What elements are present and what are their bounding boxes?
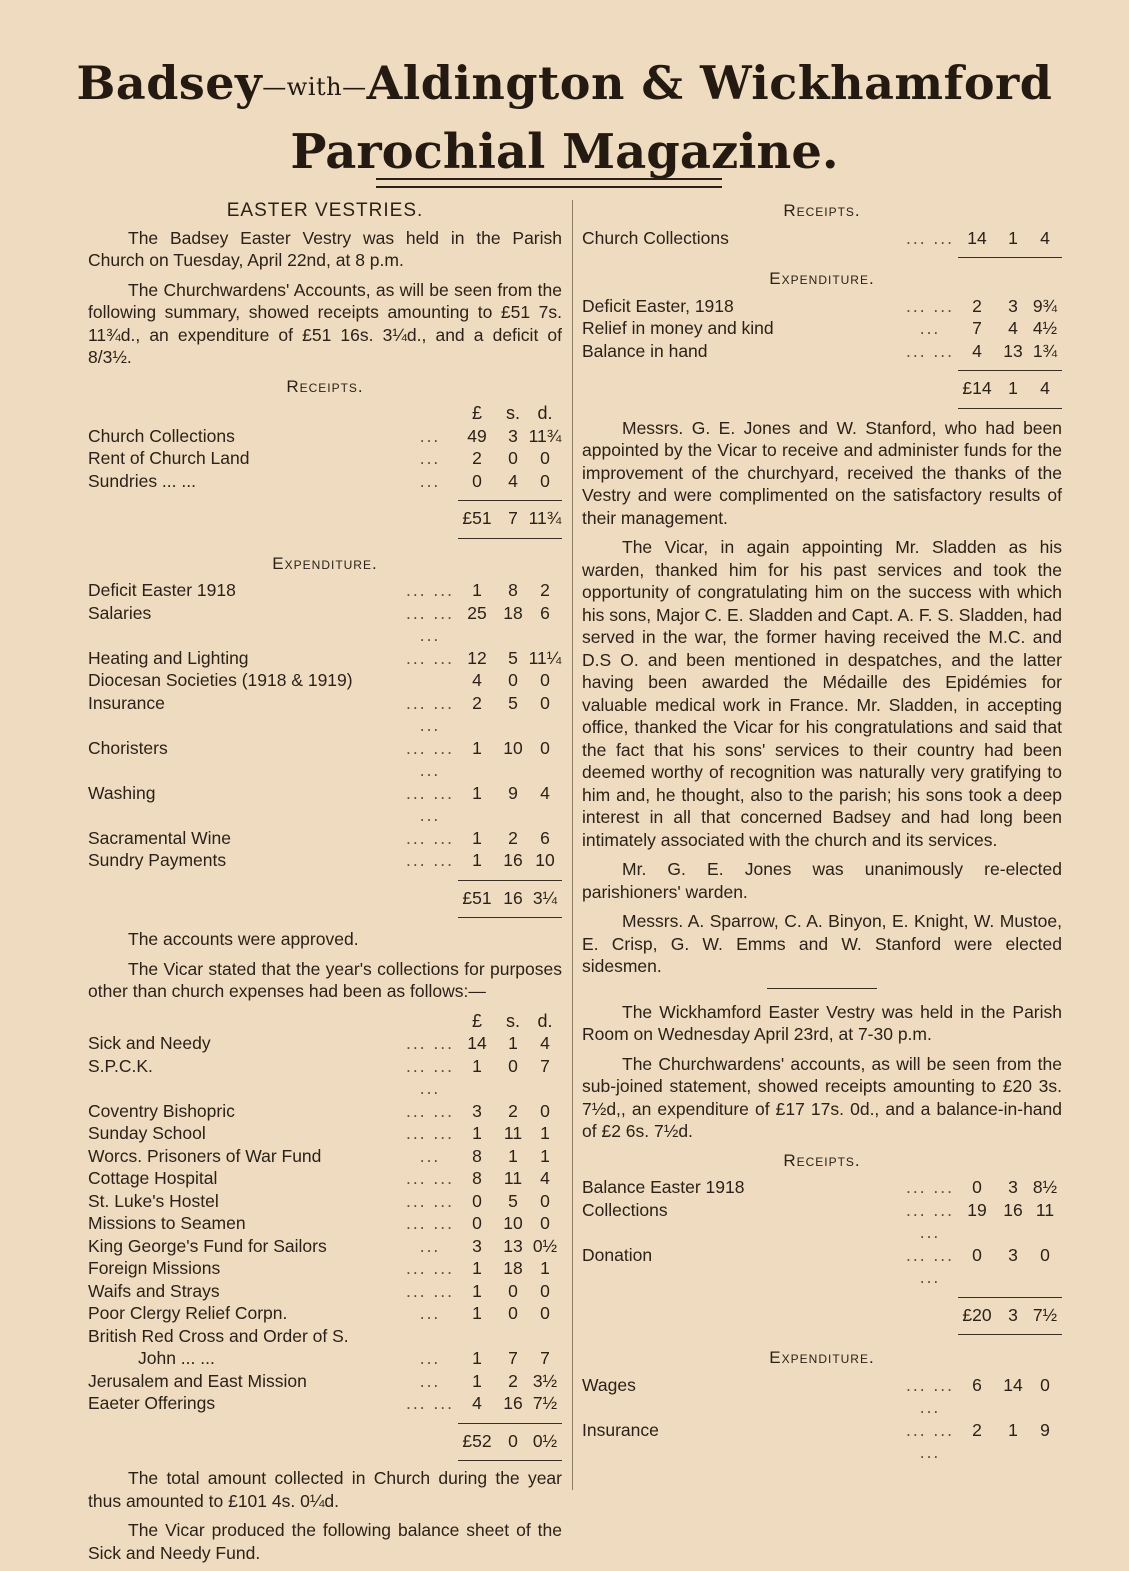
pounds-value: 14 bbox=[467, 1033, 487, 1053]
row-label: Sundries ... ... bbox=[88, 470, 196, 491]
total-row bbox=[582, 377, 1062, 400]
row-label: Eaeter Offerings bbox=[88, 1393, 216, 1413]
shillings-value: 11 bbox=[503, 1168, 523, 1188]
total-pounds: £20 bbox=[962, 1304, 992, 1325]
leader-dots: ... ... bbox=[905, 227, 955, 248]
receipts-table bbox=[88, 425, 562, 493]
leader-dots: ... ... bbox=[405, 1168, 455, 1188]
sum-rule bbox=[458, 1460, 562, 1461]
pounds-value: 1 bbox=[472, 1123, 482, 1143]
sum-rule bbox=[958, 1297, 1062, 1298]
column-headers bbox=[88, 1010, 562, 1033]
row-label: Church Collections bbox=[582, 227, 729, 248]
sick-needy-receipts-table bbox=[582, 227, 1062, 250]
total-row bbox=[582, 1304, 1062, 1327]
table-row bbox=[88, 470, 562, 493]
row-label: Balance in hand bbox=[582, 340, 708, 361]
pence-value: 0 bbox=[540, 1280, 550, 1301]
shillings-value: 3 bbox=[1008, 295, 1018, 316]
table-row bbox=[88, 1302, 562, 1325]
sum-rule bbox=[958, 370, 1062, 371]
leader-dots: ... ... bbox=[905, 1177, 955, 1197]
pence-header: d. bbox=[537, 403, 553, 423]
section-heading: Expenditure. bbox=[272, 553, 378, 573]
article-title: EASTER VESTRIES. bbox=[226, 200, 424, 221]
shillings-value: 3 bbox=[1008, 1177, 1018, 1197]
pounds-value: 19 bbox=[967, 1199, 987, 1220]
table-row bbox=[88, 782, 562, 827]
table-row bbox=[88, 1235, 562, 1258]
leader-dots: ... ... bbox=[405, 1123, 455, 1143]
collections-table-tail bbox=[88, 1347, 562, 1415]
pence-value: 0½ bbox=[532, 1235, 558, 1256]
shillings-value: 2 bbox=[508, 827, 518, 848]
pence-header: d. bbox=[537, 1010, 553, 1031]
pence-value: 1 bbox=[540, 1123, 550, 1143]
leader-dots: ... bbox=[419, 425, 441, 446]
leader-dots: ... bbox=[419, 1235, 441, 1256]
table-row bbox=[88, 1370, 562, 1393]
pence-value: 0 bbox=[1040, 1374, 1050, 1395]
pence-value: 1 bbox=[540, 1145, 550, 1166]
pounds-header: £ bbox=[471, 403, 482, 423]
shillings-value: 7 bbox=[508, 1348, 518, 1368]
pence-value: 11¼ bbox=[528, 647, 562, 668]
total-shillings: 7 bbox=[508, 508, 518, 528]
table-row bbox=[88, 1167, 562, 1190]
shillings-value: 0 bbox=[508, 448, 518, 468]
leader-dots: ... ... bbox=[405, 1190, 455, 1211]
leader-dots: ... ... ... bbox=[405, 692, 455, 735]
total-pence: 4 bbox=[1040, 378, 1050, 398]
shillings-value: 4 bbox=[1008, 318, 1018, 338]
pence-value: 11 bbox=[1035, 1199, 1055, 1220]
sum-rule bbox=[958, 408, 1062, 409]
shillings-value: 18 bbox=[503, 1258, 523, 1278]
shillings-value: 2 bbox=[508, 1100, 518, 1121]
section-heading: Receipts. bbox=[783, 1150, 861, 1170]
table-row bbox=[88, 1212, 562, 1235]
leader-dots: ... bbox=[419, 1370, 441, 1391]
pounds-value: 2 bbox=[972, 1419, 982, 1440]
row-label: Church Collections bbox=[88, 425, 235, 446]
table-row bbox=[88, 737, 562, 782]
leader-dots: ... ... bbox=[405, 850, 455, 870]
row-label: Deficit Easter 1918 bbox=[88, 580, 236, 600]
table-row bbox=[88, 1032, 562, 1055]
row-label: Wages bbox=[582, 1374, 636, 1395]
total-shillings: 3 bbox=[1008, 1304, 1018, 1325]
shillings-value: 3 bbox=[1008, 1244, 1018, 1265]
pounds-value: 4 bbox=[972, 340, 982, 361]
paragraph: The Badsey Easter Vestry was held in the Parish Church on Tuesday, April 22nd, at 8 p.m. bbox=[88, 227, 562, 270]
table-row bbox=[88, 1122, 562, 1145]
shillings-value: 16 bbox=[1003, 1199, 1023, 1220]
pounds-value: 1 bbox=[472, 1280, 482, 1301]
row-label: Sick and Needy bbox=[88, 1033, 211, 1053]
total-pence: 0½ bbox=[532, 1430, 558, 1451]
pence-value: 9 bbox=[1040, 1419, 1050, 1440]
wickhamford-receipts-table bbox=[582, 1176, 1062, 1289]
paragraph: Mr. G. E. Jones was unanimously re-elected parishioners' warden. bbox=[582, 859, 1062, 902]
row-label: Coventry Bishopric bbox=[88, 1100, 235, 1121]
leader-dots: ... ... bbox=[905, 295, 955, 316]
pounds-value: 3 bbox=[472, 1235, 482, 1256]
total-shillings: 0 bbox=[508, 1430, 518, 1451]
table-row bbox=[582, 227, 1062, 250]
table-row bbox=[88, 579, 562, 602]
pence-value: 4 bbox=[1040, 227, 1050, 248]
pounds-value: 25 bbox=[467, 602, 487, 623]
pence-value: 4 bbox=[540, 1033, 550, 1053]
pence-value: 4 bbox=[540, 1168, 550, 1188]
shillings-value: 5 bbox=[508, 692, 518, 713]
pounds-value: 1 bbox=[472, 1348, 482, 1368]
paragraph: The Vicar stated that the year's collections for purposes other than church expenses had been as follows:— bbox=[88, 958, 562, 1001]
paragraph: The Vicar, in again appointing Mr. Sladden as his warden, thanked him for his past services and took the opportunity of congratulating him on the success with which his sons, Major C. E. Sladden and Capt. A. F. S. Sladden, had served in the war, the former having received the M.C. and D.S O. and been mentioned in despatches, and the latter having been awarded the Médaille des Epidémies for valuable medical work in France. Mr. Sladden, in accepting office, thanked the Vicar for his congratulations and said that the fact that his sons' services to their country had been deemed worthy of recognition was naturally very gratifying to him and, he thought, also to the parish; his sons took a deep interest in all that concerned Badsey and had long been intimately associated with the church and its services. bbox=[582, 537, 1062, 850]
leader-dots: ... ... bbox=[405, 1280, 455, 1301]
row-label: St. Luke's Hostel bbox=[88, 1190, 219, 1211]
pounds-value: 4 bbox=[472, 1393, 482, 1413]
shillings-value: 1 bbox=[1008, 1419, 1018, 1440]
shillings-value: 9 bbox=[508, 782, 518, 803]
leader-dots: ... ... bbox=[905, 340, 955, 361]
pence-value: 6 bbox=[540, 602, 550, 623]
table-row bbox=[88, 1325, 562, 1348]
pence-value: 7½ bbox=[532, 1393, 558, 1413]
paragraph: The Churchwardens' Accounts, as will be seen from the following summary, showed receipts amounting to £51 7s. 11¾d., an expenditure of £51 16s. 3¼d., and a deficit of 8/3½. bbox=[88, 279, 562, 367]
row-label: Insurance bbox=[88, 692, 165, 713]
pounds-value: 3 bbox=[472, 1100, 482, 1121]
shillings-header: s. bbox=[505, 1010, 520, 1031]
sum-rule bbox=[458, 880, 562, 881]
table-row bbox=[88, 849, 562, 872]
row-label: Salaries bbox=[88, 602, 152, 623]
sum-rule bbox=[458, 1423, 562, 1424]
paragraph: The total amount collected in Church during the year thus amounted to £101 4s. 0¼d. bbox=[88, 1468, 562, 1511]
row-label: Deficit Easter, 1918 bbox=[582, 295, 734, 316]
row-label: Cottage Hospital bbox=[88, 1168, 218, 1188]
pence-value: 0 bbox=[540, 470, 550, 491]
total-pounds: £52 bbox=[462, 1430, 492, 1451]
row-label: Worcs. Prisoners of War Fund bbox=[88, 1145, 322, 1166]
leader-dots: ... bbox=[419, 1145, 441, 1166]
total-pence: 3¼ bbox=[532, 887, 558, 908]
pounds-value: 1 bbox=[472, 782, 482, 803]
total-row bbox=[88, 887, 562, 910]
right-column bbox=[582, 200, 1062, 1464]
pence-value: 0 bbox=[540, 670, 550, 690]
row-label: Donation bbox=[582, 1244, 653, 1265]
pounds-value: 14 bbox=[967, 227, 987, 248]
leader-dots: ... ... bbox=[405, 647, 455, 668]
section-rule bbox=[767, 988, 877, 989]
section-heading: Expenditure. bbox=[769, 269, 875, 288]
pence-value: 0 bbox=[540, 737, 550, 758]
table-row bbox=[88, 1100, 562, 1123]
table-row bbox=[88, 1347, 562, 1370]
leader-dots: ... bbox=[419, 1348, 441, 1368]
leader-dots: ... ... bbox=[405, 1213, 455, 1233]
table-row bbox=[88, 1190, 562, 1213]
paragraph: Messrs. A. Sparrow, C. A. Binyon, E. Knight, W. Mustoe, E. Crisp, G. W. Emms and W. Stanford were elected sidesmen. bbox=[582, 911, 1062, 976]
table-row bbox=[582, 1374, 1062, 1419]
pounds-value: 7 bbox=[972, 318, 982, 338]
row-label: Sundry Payments bbox=[88, 850, 227, 870]
leader-dots: ... ... bbox=[405, 1100, 455, 1121]
shillings-value: 2 bbox=[508, 1370, 518, 1391]
pence-value: 8½ bbox=[1032, 1177, 1058, 1197]
pounds-header: £ bbox=[471, 1010, 482, 1031]
shillings-value: 14 bbox=[1003, 1374, 1023, 1395]
pounds-value: 1 bbox=[472, 580, 482, 600]
pence-value: 11¾ bbox=[528, 425, 562, 446]
shillings-value: 0 bbox=[508, 1280, 518, 1301]
leader-dots: ... ... ... bbox=[405, 1055, 455, 1098]
column-divider bbox=[572, 200, 573, 1490]
pence-value: 10 bbox=[535, 850, 555, 870]
masthead-aldington: Aldington & Wickhamford bbox=[366, 56, 1053, 110]
paragraph: The accounts were approved. bbox=[128, 929, 359, 949]
table-row bbox=[582, 295, 1062, 318]
leader-dots: ... ... ... bbox=[905, 1199, 955, 1242]
table-row bbox=[582, 317, 1062, 340]
table-row bbox=[88, 602, 562, 647]
pounds-value: 8 bbox=[472, 1168, 482, 1188]
masthead-badsey: Badsey bbox=[76, 56, 263, 110]
total-pounds: £14 bbox=[962, 378, 992, 398]
wickhamford-expenditure-table bbox=[582, 1374, 1062, 1464]
total-shillings: 16 bbox=[503, 887, 523, 908]
pounds-value: 0 bbox=[472, 470, 482, 491]
row-label: Relief in money and kind bbox=[582, 318, 774, 338]
pounds-value: 2 bbox=[472, 448, 482, 468]
row-label: John ... ... bbox=[138, 1348, 215, 1368]
leader-dots: ... ... bbox=[405, 827, 455, 848]
leader-dots: ... ... ... bbox=[405, 737, 455, 780]
total-pence: 7½ bbox=[1032, 1304, 1058, 1325]
shillings-value: 1 bbox=[1008, 227, 1018, 248]
pounds-value: 2 bbox=[972, 295, 982, 316]
pence-value: 0 bbox=[540, 1190, 550, 1211]
leader-dots: ... ... bbox=[405, 1258, 455, 1278]
pence-value: 7 bbox=[540, 1055, 550, 1076]
table-row bbox=[88, 1055, 562, 1100]
row-label: Insurance bbox=[582, 1419, 659, 1440]
pence-value: 0 bbox=[540, 1100, 550, 1121]
paragraph: The Churchwardens' accounts, as will be seen from the sub-joined statement, showed receipts amounting to £20 3s. 7½d,, an expenditure of £17 17s. 0d., and a balance-in-hand of £2 6s. 7½d. bbox=[582, 1053, 1062, 1141]
row-label: S.P.C.K. bbox=[88, 1055, 153, 1076]
pounds-value: 1 bbox=[472, 827, 482, 848]
shillings-header: s. bbox=[505, 403, 520, 423]
expenditure-table bbox=[88, 579, 562, 872]
row-label: British Red Cross and Order of S. bbox=[88, 1325, 349, 1346]
row-label: Diocesan Societies (1918 & 1919) bbox=[88, 670, 353, 690]
pence-value: 6 bbox=[540, 827, 550, 848]
pounds-value: 12 bbox=[467, 647, 487, 668]
shillings-value: 1 bbox=[508, 1033, 518, 1053]
table-row bbox=[88, 647, 562, 670]
shillings-value: 16 bbox=[503, 1393, 523, 1413]
pounds-value: 1 bbox=[472, 737, 482, 758]
total-row bbox=[88, 1430, 562, 1453]
pounds-value: 1 bbox=[472, 1055, 482, 1076]
table-row bbox=[582, 1419, 1062, 1464]
shillings-value: 11 bbox=[503, 1123, 523, 1143]
row-label: Heating and Lighting bbox=[88, 647, 249, 668]
pounds-value: 6 bbox=[972, 1374, 982, 1395]
sum-rule bbox=[458, 538, 562, 539]
pounds-value: 2 bbox=[472, 692, 482, 713]
leader-dots: ... ... ... bbox=[905, 1419, 955, 1462]
shillings-value: 16 bbox=[503, 850, 523, 870]
pence-value: 7 bbox=[540, 1348, 550, 1368]
row-label: Foreign Missions bbox=[88, 1258, 221, 1278]
pounds-value: 1 bbox=[472, 850, 482, 870]
table-row bbox=[88, 827, 562, 850]
pence-value: 9¾ bbox=[1032, 295, 1058, 316]
leader-dots: ... ... ... bbox=[905, 1244, 955, 1287]
leader-dots: ... ... ... bbox=[905, 1374, 955, 1417]
total-shillings: 1 bbox=[1008, 378, 1018, 398]
shillings-value: 18 bbox=[503, 602, 523, 623]
pounds-value: 0 bbox=[472, 1190, 482, 1211]
section-heading: Receipts. bbox=[783, 201, 861, 220]
shillings-value: 5 bbox=[508, 1190, 518, 1211]
shillings-value: 13 bbox=[1003, 340, 1023, 361]
collections-table bbox=[88, 1032, 562, 1325]
pence-value: 1¾ bbox=[1032, 340, 1058, 361]
row-label: Missions to Seamen bbox=[88, 1213, 246, 1233]
table-row bbox=[88, 1392, 562, 1415]
shillings-value: 0 bbox=[508, 1055, 518, 1076]
shillings-value: 1 bbox=[508, 1145, 518, 1166]
paragraph: The Wickhamford Easter Vestry was held in the Parish Room on Wednesday April 23rd, at 7-30 p.m. bbox=[582, 1001, 1062, 1044]
shillings-value: 5 bbox=[508, 647, 518, 668]
sum-rule bbox=[958, 1334, 1062, 1335]
shillings-value: 0 bbox=[508, 670, 518, 690]
total-row bbox=[88, 507, 562, 530]
pounds-value: 1 bbox=[472, 1303, 482, 1323]
masthead-rule bbox=[376, 178, 722, 188]
row-label: Waifs and Strays bbox=[88, 1280, 220, 1301]
pounds-value: 4 bbox=[472, 670, 482, 690]
table-row bbox=[88, 1280, 562, 1303]
masthead-line-1 bbox=[0, 52, 1129, 118]
shillings-value: 4 bbox=[508, 470, 518, 491]
leader-dots: ... ... ... bbox=[405, 602, 455, 645]
pence-value: 2 bbox=[540, 580, 550, 600]
row-label: Sacramental Wine bbox=[88, 827, 231, 848]
row-label: Balance Easter 1918 bbox=[582, 1177, 745, 1197]
total-pence: 11¾ bbox=[528, 508, 562, 528]
table-row bbox=[582, 1176, 1062, 1199]
table-row bbox=[88, 669, 562, 692]
pence-value: 3½ bbox=[532, 1370, 558, 1391]
sum-rule bbox=[458, 917, 562, 918]
table-row bbox=[582, 340, 1062, 363]
sum-rule bbox=[958, 257, 1062, 258]
shillings-value: 10 bbox=[503, 1213, 523, 1233]
leader-dots: ... ... bbox=[405, 580, 455, 600]
row-label: Poor Clergy Relief Corpn. bbox=[88, 1303, 288, 1323]
leader-dots: ... bbox=[419, 1303, 441, 1323]
row-label: Rent of Church Land bbox=[88, 448, 250, 468]
row-label: King George's Fund for Sailors bbox=[88, 1235, 327, 1256]
table-row bbox=[582, 1199, 1062, 1244]
leader-dots: ... ... ... bbox=[405, 782, 455, 825]
pounds-value: 1 bbox=[472, 1370, 482, 1391]
leader-dots: ... ... bbox=[405, 1033, 455, 1053]
shillings-value: 10 bbox=[503, 737, 523, 758]
table-row bbox=[88, 1145, 562, 1168]
left-column bbox=[88, 200, 562, 1571]
pounds-value: 0 bbox=[972, 1244, 982, 1265]
leader-dots: ... bbox=[919, 318, 941, 338]
paragraph: The Vicar produced the following balance sheet of the Sick and Needy Fund. bbox=[88, 1520, 562, 1563]
pence-value: 0 bbox=[1040, 1244, 1050, 1265]
row-label: Washing bbox=[88, 782, 156, 803]
table-row bbox=[88, 425, 562, 448]
pence-value: 0 bbox=[540, 1213, 550, 1233]
pounds-value: 0 bbox=[972, 1177, 982, 1197]
section-heading: Receipts. bbox=[286, 376, 364, 396]
leader-dots: ... bbox=[419, 448, 441, 468]
sum-rule bbox=[458, 500, 562, 501]
table-row bbox=[582, 1244, 1062, 1289]
table-row bbox=[88, 1257, 562, 1280]
total-pounds: £51 bbox=[462, 887, 492, 908]
pence-value: 0 bbox=[540, 692, 550, 713]
pence-value: 4 bbox=[540, 782, 550, 803]
pounds-value: 0 bbox=[472, 1213, 482, 1233]
shillings-value: 8 bbox=[508, 580, 518, 600]
pence-value: 0 bbox=[540, 1303, 550, 1323]
pounds-value: 1 bbox=[472, 1258, 482, 1278]
total-pounds: £51 bbox=[462, 508, 492, 528]
row-label: Sunday School bbox=[88, 1123, 206, 1143]
sick-needy-expenditure-table bbox=[582, 295, 1062, 363]
row-label: Choristers bbox=[88, 737, 168, 758]
masthead-line-2: Parochial Magazine. bbox=[290, 124, 839, 180]
leader-dots: ... ... bbox=[405, 1393, 455, 1413]
masthead-with: —with— bbox=[262, 73, 367, 101]
shillings-value: 13 bbox=[503, 1235, 523, 1256]
section-heading: Expenditure. bbox=[769, 1348, 875, 1367]
pounds-value: 8 bbox=[472, 1145, 482, 1166]
pounds-value: 49 bbox=[467, 425, 487, 446]
row-label: Collections bbox=[582, 1199, 668, 1220]
shillings-value: 3 bbox=[508, 425, 518, 446]
pence-value: 4½ bbox=[1032, 318, 1058, 338]
pence-value: 0 bbox=[540, 448, 550, 468]
row-label: Jerusalem and East Mission bbox=[88, 1370, 307, 1391]
leader-dots: ... bbox=[419, 470, 441, 491]
pence-value: 1 bbox=[540, 1258, 550, 1278]
table-row bbox=[88, 447, 562, 470]
masthead bbox=[0, 52, 1129, 186]
shillings-value: 0 bbox=[508, 1303, 518, 1323]
paragraph: Messrs. G. E. Jones and W. Stanford, who had been appointed by the Vicar to receive and administer funds for the improvement of the churchyard, received the thanks of the Vestry and were complimented on the satisfactory results of their management. bbox=[582, 417, 1062, 528]
table-row bbox=[88, 692, 562, 737]
column-headers bbox=[88, 402, 562, 425]
